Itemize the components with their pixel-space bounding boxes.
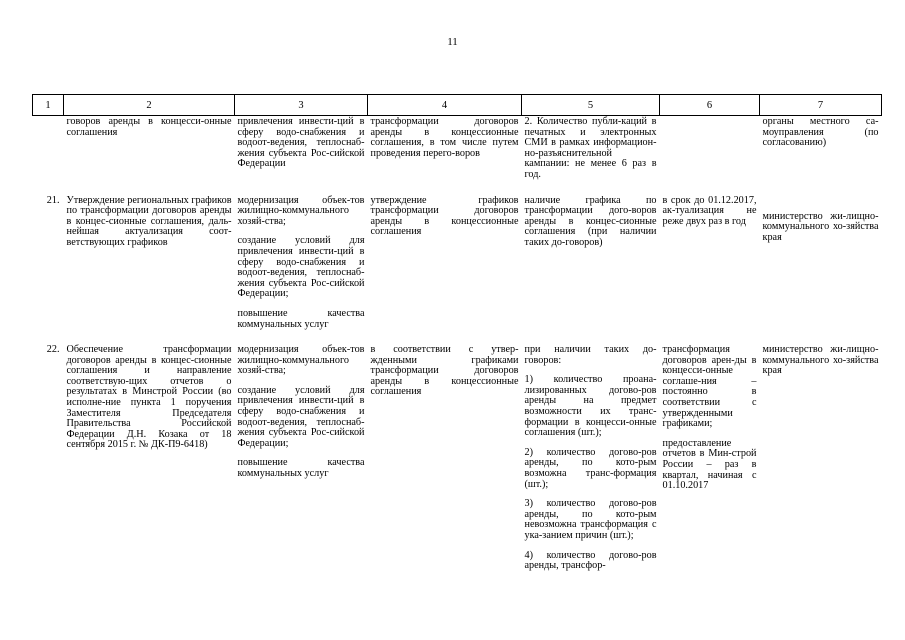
cell-goal — [235, 331, 368, 573]
measures-table — [32, 94, 881, 573]
cell-num: 21. — [46, 194, 60, 206]
cell-responsible: министерство жи-лищно-коммунального хо-зяйства края — [762, 210, 879, 243]
cell-action: Обеспечение трансформации договоров аренды в концес-сионные соглашения и направление соответствую-щих отчетов о результатах в Минстрой России (во исполне-ние пункта 1 поручения Заместителя Председателя Правительства Российской Федерации Д.Н. Козака от 18 сентября 2015 г. № ДК-П9-6418) — [66, 344, 232, 451]
cell-num: 22. — [46, 344, 60, 356]
continuation-row — [33, 116, 882, 182]
cell-responsible: министерство жи-лищно-коммунального хо-зяйства края — [762, 344, 879, 377]
goal-paragraph: создание условий для привлечения инвести-ций в сферу водо-снабжения и водоот-ведения, теплоснаб-жения субъекта Рос-сийской Федерации; — [237, 235, 365, 300]
deadline-paragraph: в срок до 01.12.2017, ак-туализация не реже двух раз в год — [662, 194, 757, 227]
header-col-2: 2 — [64, 95, 235, 116]
header-col-6: 6 — [660, 95, 760, 116]
goal-paragraph: создание условий для привлечения инвести-ций в сферу водо-снабжения и водоот-ведения, теплоснаб-жения субъекта Рос-сийской Федерации; — [237, 384, 365, 449]
cell-deadline — [660, 331, 760, 573]
header-row — [33, 95, 882, 116]
indicator-paragraph: 2) количество догово-ров аренды, по кото-рым возможна транс-формация (шт.); — [524, 446, 657, 490]
goal-paragraph: модернизация объек-тов жилищно-коммунального хозяй-ства; — [237, 194, 365, 227]
header-col-7: 7 — [760, 95, 882, 116]
goal-paragraph: повышение качества коммунальных услуг — [237, 457, 365, 480]
header-col-3: 3 — [235, 95, 368, 116]
cell-indicator — [522, 331, 660, 573]
header-col-5: 5 — [522, 95, 660, 116]
indicator-paragraph: 4) количество догово-ров аренды, трансфор- — [524, 549, 657, 572]
cell-result: трансформации договоров аренды в концессионные соглашения, в том числе путем проведения перего-воров — [370, 116, 519, 159]
cell-goal: привлечения инвести-ций в сферу водо-снабжения и водоот-ведения, теплоснаб-жения субъекта Рос-сийской Федерации — [237, 116, 365, 170]
cell-indicator — [522, 182, 660, 332]
page-number: 11 — [447, 36, 458, 48]
cell-goal — [235, 182, 368, 332]
deadline-paragraph: предоставление отчетов в Мин-строй России – раз в квартал, начиная с 01.10.2017 — [662, 437, 757, 492]
indicator-paragraph: наличие графика по трансформации дого-воров аренды в концес-сионные соглашения (при наличии таких до-говоров) — [524, 194, 657, 248]
indicator-paragraph: 1) количество проана-лизированных догово-ров аренды на предмет возможности их транс-формации в концесси-онные соглашения (шт.); — [524, 374, 657, 439]
cell-action: говоров аренды в концесси-онные соглашения — [66, 116, 232, 138]
deadline-paragraph: трансформация договоров арен-ды в концесси-онные соглаше-ния – постоянно в соответствии с утвержденными графиками; — [662, 344, 757, 430]
indicator-paragraph: 3) количество догово-ров аренды, по кото-рым невозможна трансформация с ука-занием причин (шт.); — [524, 498, 657, 541]
cell-result: в соответствии с утвер-жденными графиками трансформации договоров аренды в концессионные соглашения — [370, 344, 519, 398]
cell-num — [33, 116, 64, 182]
cell-result: утверждение графиков трансформации договоров аренды в концессионные соглашения — [370, 194, 519, 238]
goal-paragraph: модернизация объек-тов жилищно-коммунального хозяй-ства; — [237, 344, 365, 377]
header-col-4: 4 — [368, 95, 522, 116]
indicator-paragraph: при наличии таких до-говоров: — [524, 344, 657, 366]
table-row-22 — [33, 331, 882, 573]
goal-paragraph: повышение качества коммунальных услуг — [237, 307, 365, 330]
header-col-1: 1 — [33, 95, 64, 116]
cell-deadline — [660, 116, 760, 182]
cell-action: Утверждение региональных графиков по трансформации договоров аренды в концес-сионные соглашения, даль-нейшая актуализация соот-ветствующих графиков — [66, 194, 232, 248]
cell-indicator: 2. Количество публи-каций в печатных и электронных СМИ в рамках информацион-но-разъяснительной кампании: не менее 6 раз в год. — [524, 116, 657, 180]
cell-responsible: органы местного са-моуправления (по согласованию) — [762, 116, 879, 149]
cell-deadline — [660, 182, 760, 332]
table-row-21 — [33, 182, 882, 332]
